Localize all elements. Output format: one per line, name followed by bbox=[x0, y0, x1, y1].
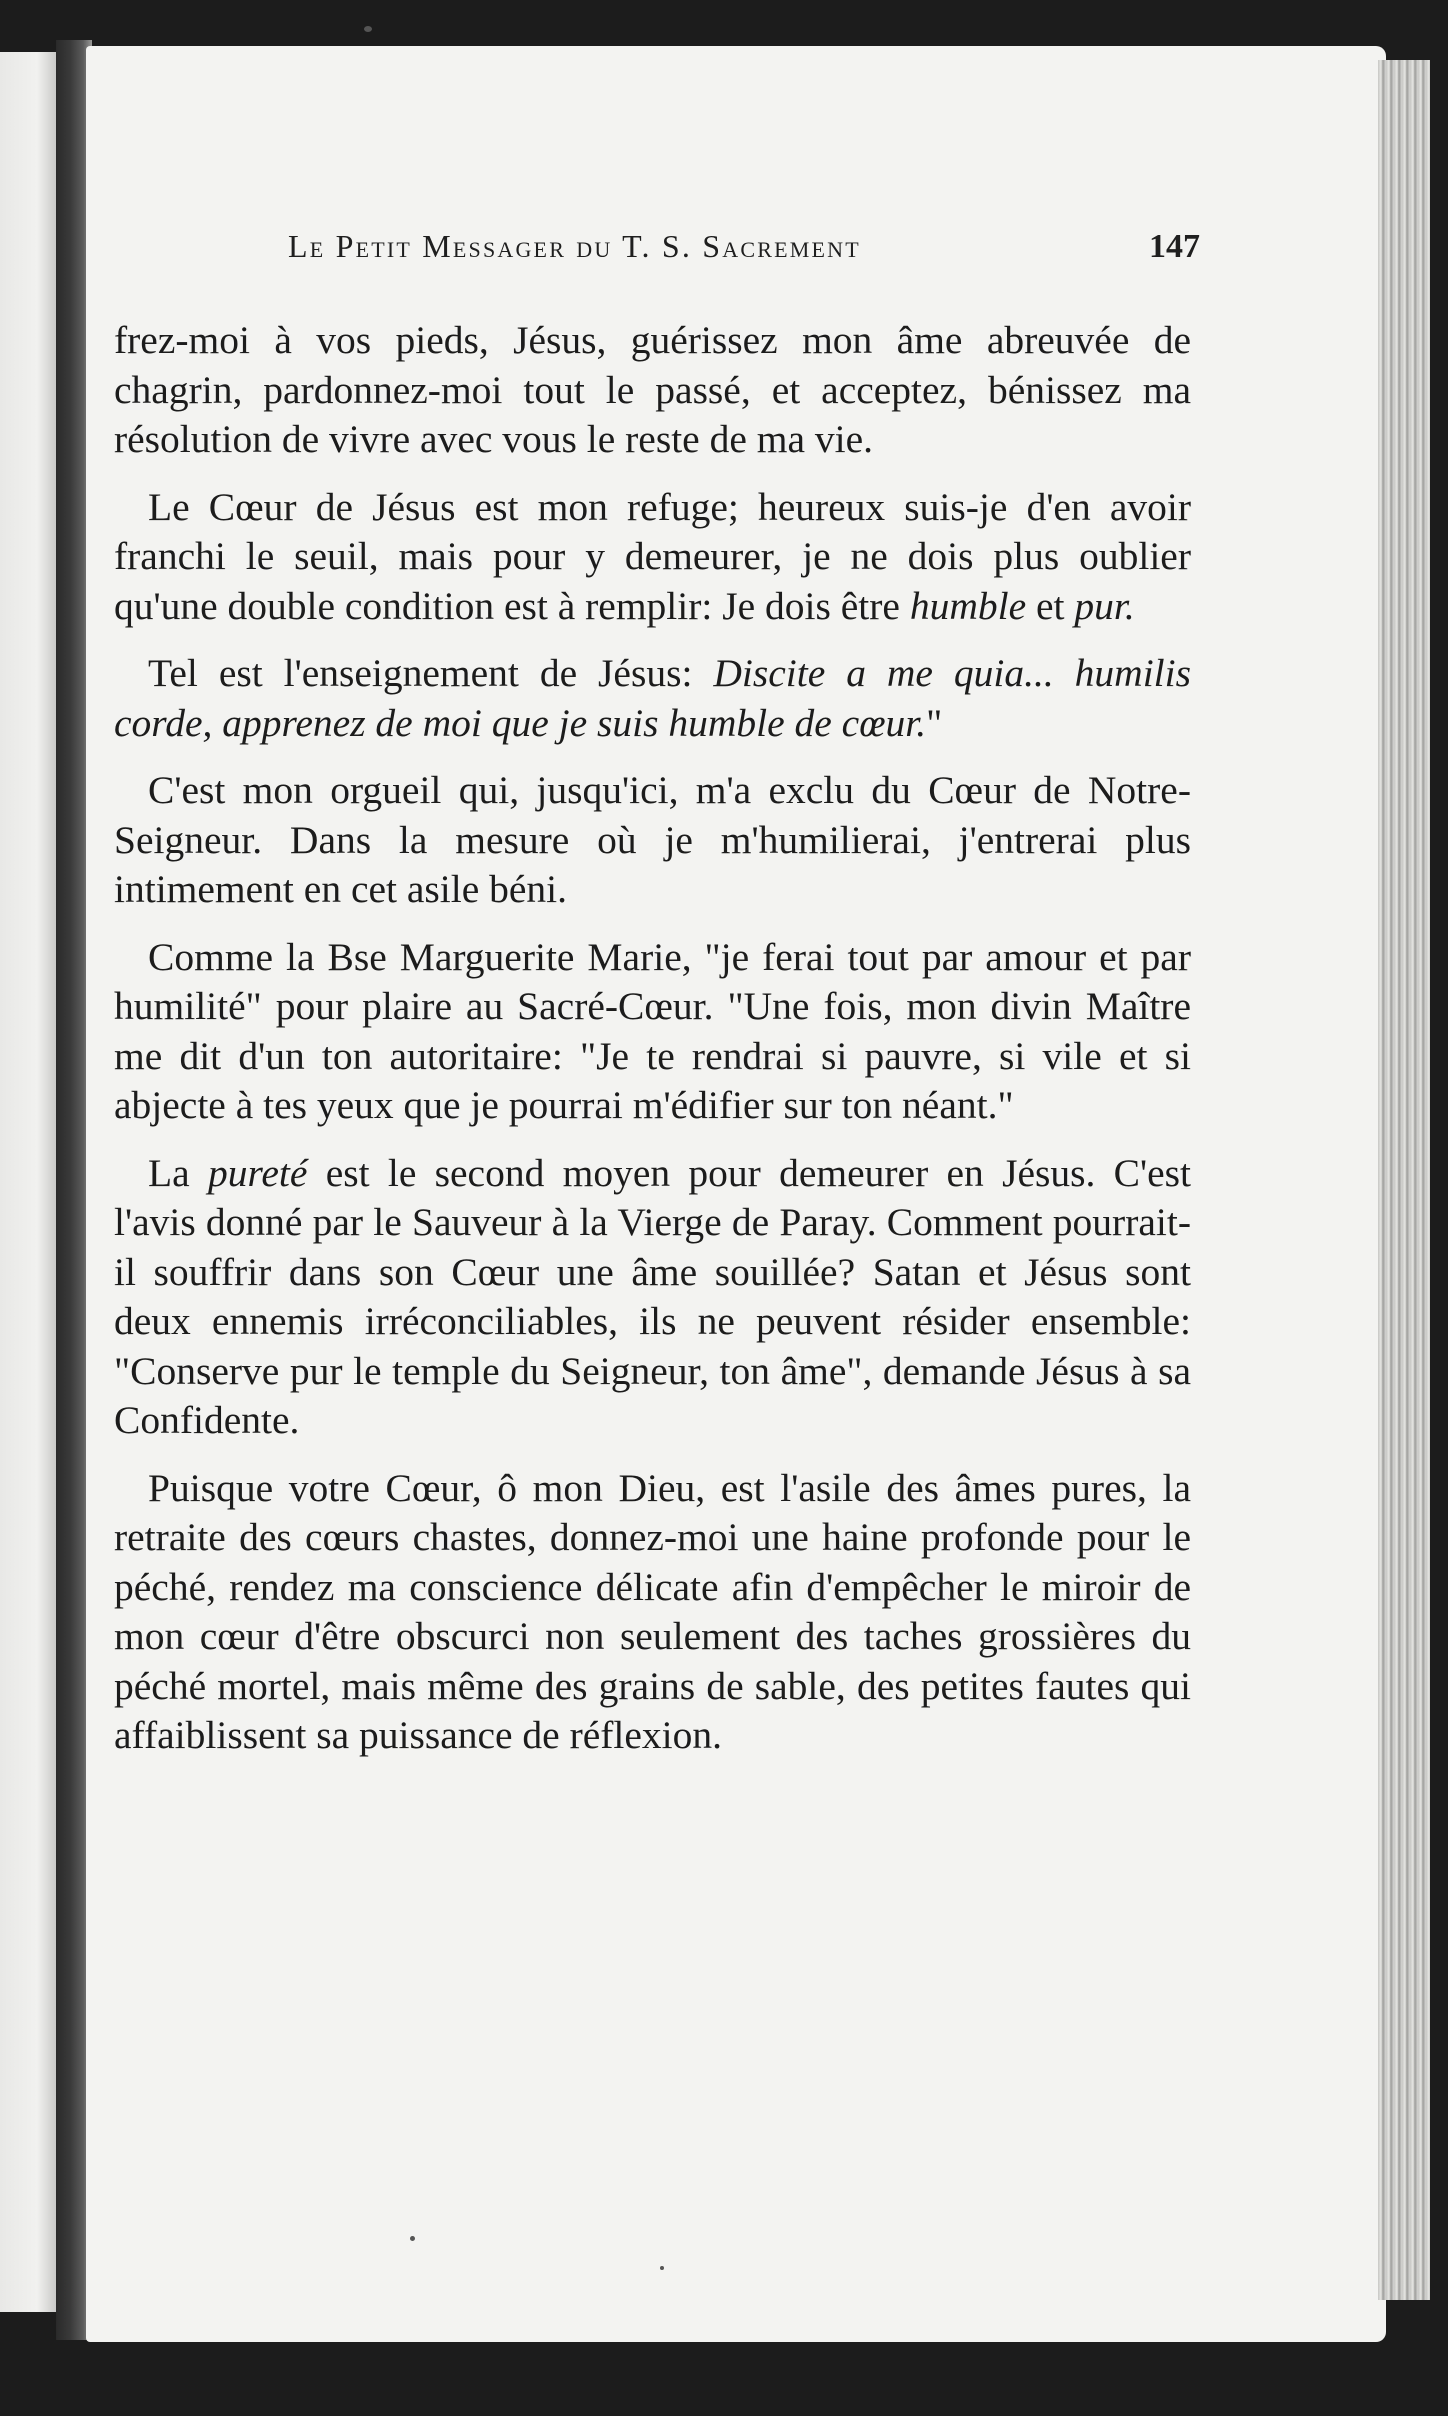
running-title: Le Petit Messager du T. S. Sacrement bbox=[288, 228, 861, 264]
text-run: Puisque votre Cœur, ô mon Dieu, est l'asile des âmes pures, la retraite des cœurs chastes, donnez-moi une haine profonde pour le péché, rendez ma conscience délicate afin d'empêcher le miroir de mon cœur d'être obscurci non seulement des taches grossières du péché mortel, mais même des grains de sable, des petites fautes qui affaiblissent sa puissance de réflexion. bbox=[114, 1465, 1191, 1757]
facing-page-edge bbox=[0, 52, 62, 2312]
text-run: et bbox=[1026, 583, 1075, 628]
paragraph bbox=[114, 766, 1191, 915]
text-run: C'est mon orgueil qui, jusqu'ici, m'a exclu du Cœur de Notre-Seigneur. Dans la mesure où je m'humilierai, j'entrerai plus intimement en cet asile béni. bbox=[114, 768, 1191, 911]
paragraph bbox=[114, 933, 1191, 1131]
text-run: La bbox=[148, 1150, 208, 1195]
italic-text: pur. bbox=[1074, 583, 1135, 628]
italic-text: Discite a me quia... humilis corde, apprenez de moi que je suis humble de cœur. bbox=[114, 651, 1191, 745]
running-header bbox=[288, 228, 1200, 278]
italic-text: pureté bbox=[207, 1150, 308, 1195]
text-run: frez-moi à vos pieds, Jésus, guérissez mon âme abreuvée de chagrin, pardonnez-moi tout le passé, et acceptez, bénissez ma résolution de vivre avec vous le reste de ma vie. bbox=[114, 318, 1191, 461]
dust-speck bbox=[660, 2266, 664, 2270]
dust-speck bbox=[364, 26, 372, 32]
paragraph bbox=[114, 649, 1191, 748]
text-run: Le Cœur de Jésus est mon refuge; heureux suis-je d'en avoir franchi le seuil, mais pour y demeurer, je ne dois plus oublier qu'une double condition est à remplir: Je dois être bbox=[114, 484, 1191, 628]
paragraph bbox=[114, 316, 1191, 465]
paragraph bbox=[114, 483, 1191, 632]
page-stack-edge bbox=[1378, 60, 1430, 2300]
text-run: Tel est l'enseignement de Jésus: bbox=[148, 651, 714, 695]
page-number: 147 bbox=[1149, 228, 1200, 265]
italic-text: humble bbox=[909, 583, 1027, 628]
body-text bbox=[114, 316, 1191, 1779]
text-run: " bbox=[926, 700, 943, 745]
text-run: est le second moyen pour demeurer en Jésus. C'est l'avis donné par le Sauveur à la Vierge de Paray. Comment pourrait-il souffrir dans son Cœur une âme souillée? Satan et Jésus sont deux ennemis irréconciliables, ils ne peuvent résider ensemble: "Conserve pur le temple du Seigneur, ton âme", demande Jésus à sa Confidente. bbox=[114, 1150, 1191, 1442]
text-run: Comme la Bse Marguerite Marie, "je ferai tout par amour et par humilité" pour plaire au Sacré-Cœur. "Une fois, mon divin Maître me dit d'un ton autoritaire: "Je te rendrai si pauvre, si vile et si abjecte à tes yeux que je pourrai m'édifier sur ton néant." bbox=[114, 934, 1191, 1127]
paragraph bbox=[114, 1464, 1191, 1761]
dust-speck bbox=[410, 2236, 415, 2241]
paragraph bbox=[114, 1149, 1191, 1446]
